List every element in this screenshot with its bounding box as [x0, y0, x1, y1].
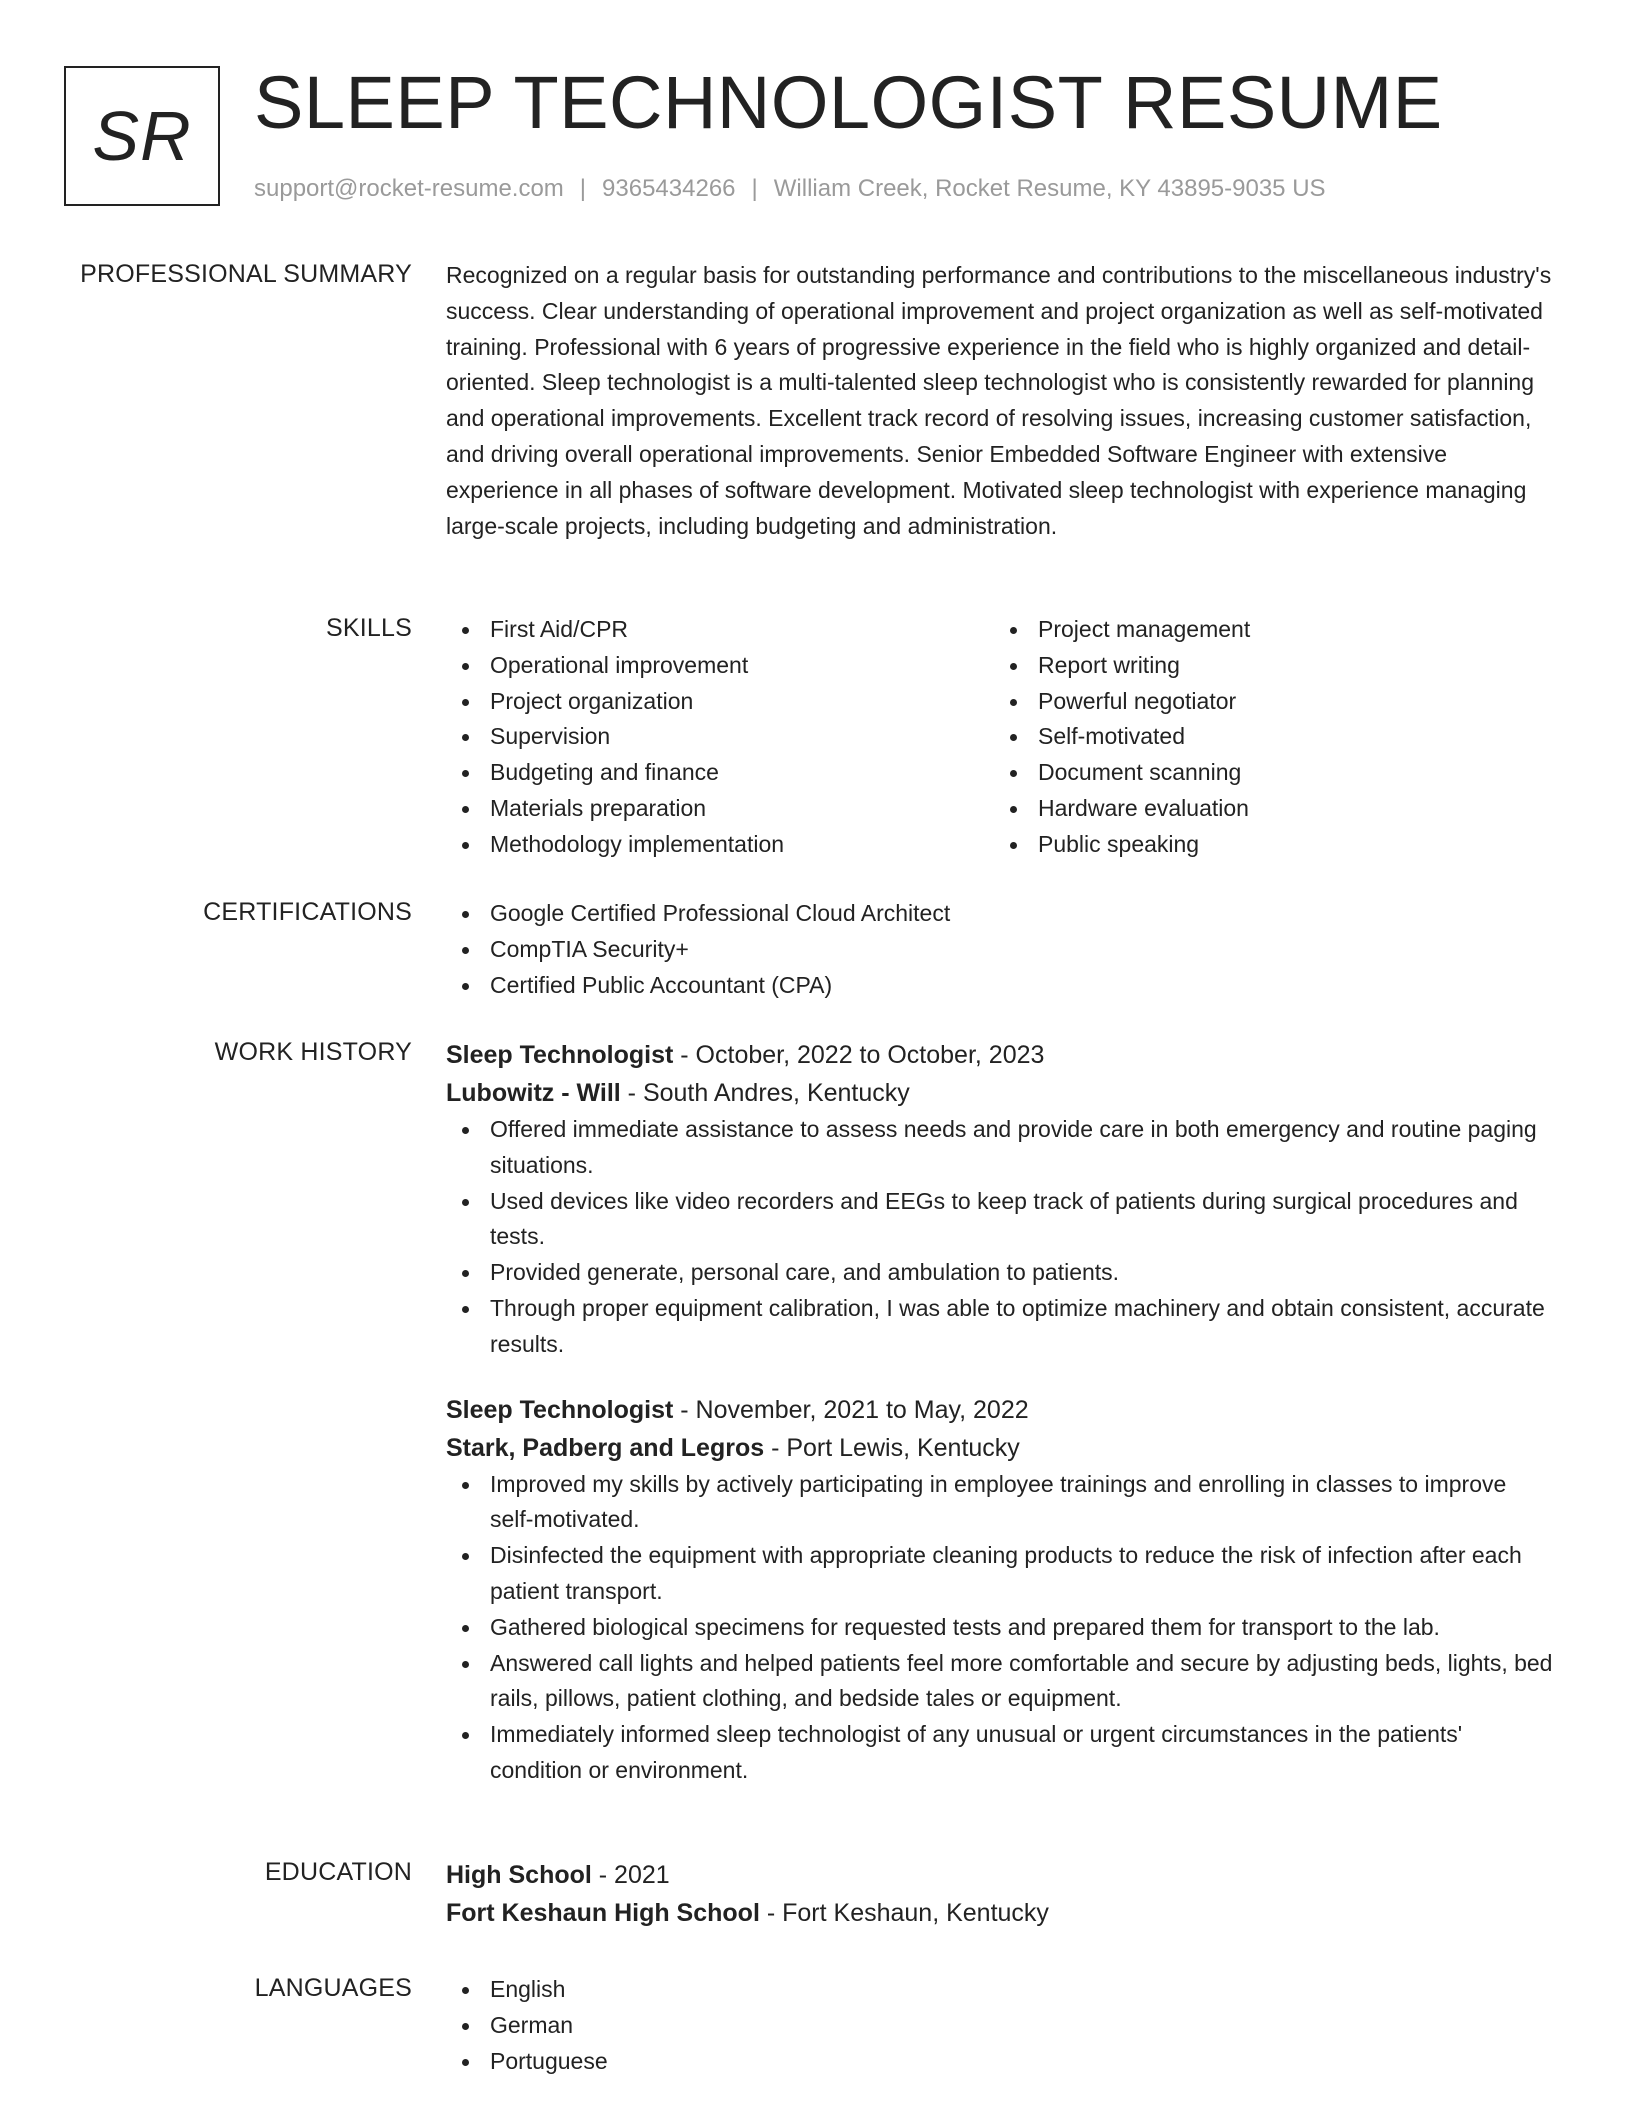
resume-title: SLEEP TECHNOLOGIST RESUME	[254, 61, 1443, 144]
skill-item: Self-motivated	[994, 719, 1542, 755]
certification-item: Certified Public Accountant (CPA)	[446, 968, 1556, 1004]
languages-list	[446, 1972, 1556, 2079]
certifications-body	[446, 896, 1556, 1003]
certification-item: CompTIA Security+	[446, 932, 1556, 968]
skill-item: Methodology implementation	[446, 827, 994, 863]
job-duty: Answered call lights and helped patients feel more comfortable and secure by adjusting beds, lights, bed rails, pillows, patient clothing, and bedside tales or equipment.	[446, 1646, 1556, 1718]
job-duties-list	[446, 1467, 1556, 1789]
contact-phone[interactable]: 9365434266	[602, 175, 736, 202]
job-location: - South Andres, Kentucky	[620, 1079, 910, 1107]
skill-item: Operational improvement	[446, 648, 994, 684]
section-label: WORK HISTORY	[214, 1038, 412, 1066]
education-year: - 2021	[591, 1861, 670, 1889]
job-duty: Improved my skills by actively participating in employee trainings and enrolling in classes to improve self-motivated.	[446, 1467, 1556, 1539]
education-degree: High School	[446, 1861, 592, 1889]
work-history-body	[446, 1036, 1556, 1789]
skill-item: Project organization	[446, 684, 994, 720]
job-duty: Provided generate, personal care, and ambulation to patients.	[446, 1255, 1556, 1291]
skill-item: Project management	[994, 612, 1542, 648]
job-company-line	[446, 1429, 1556, 1467]
job-company: Stark, Padberg and Legros	[446, 1433, 765, 1462]
job-company: Lubowitz - Will	[446, 1079, 621, 1107]
job-title-line	[446, 1036, 1556, 1074]
skill-item: Budgeting and finance	[446, 755, 994, 791]
section-label: PROFESSIONAL SUMMARY	[80, 260, 412, 288]
skill-item: Powerful negotiator	[994, 684, 1542, 720]
job-duty: Gathered biological specimens for requested tests and prepared them for transport to the lab.	[446, 1610, 1556, 1646]
contact-line	[254, 174, 1326, 204]
language-item: German	[446, 2008, 1556, 2044]
education-school: Fort Keshaun High School	[446, 1899, 760, 1927]
job-title: Sleep Technologist	[446, 1041, 674, 1069]
job-duty: Immediately informed sleep technologist of any unusual or urgent circumstances in the patients' condition or environment.	[446, 1717, 1556, 1789]
education-body	[446, 1856, 1556, 1932]
languages-body	[446, 1972, 1556, 2079]
skill-item: Materials preparation	[446, 791, 994, 827]
certifications-list	[446, 896, 1556, 1003]
job-duty: Used devices like video recorders and EEGs to keep track of patients during surgical procedures and tests.	[446, 1184, 1556, 1256]
skill-item: Document scanning	[994, 755, 1542, 791]
job-duty: Offered immediate assistance to assess needs and provide care in both emergency and routine paging situations.	[446, 1112, 1556, 1184]
contact-separator: |	[579, 175, 587, 202]
education-location: - Fort Keshaun, Kentucky	[759, 1899, 1049, 1927]
summary-body	[446, 258, 1556, 544]
certification-item: Google Certified Professional Cloud Architect	[446, 896, 1556, 932]
language-item: Portuguese	[446, 2044, 1556, 2080]
job-dates: - October, 2022 to October, 2023	[673, 1041, 1045, 1069]
section-label: LANGUAGES	[254, 1974, 412, 2002]
monogram-box	[64, 66, 220, 206]
skill-item: Public speaking	[994, 827, 1542, 863]
monogram-initials: SR	[92, 97, 192, 175]
skill-item: Report writing	[994, 648, 1542, 684]
job-dates: - November, 2021 to May, 2022	[673, 1395, 1029, 1424]
job-duties-list	[446, 1112, 1556, 1363]
job-title: Sleep Technologist	[446, 1395, 674, 1424]
section-label: EDUCATION	[264, 1858, 412, 1886]
section-label: SKILLS	[326, 614, 412, 642]
language-item: English	[446, 1972, 1556, 2008]
education-degree-line	[446, 1856, 1556, 1894]
contact-email[interactable]: support@rocket-resume.com	[254, 175, 564, 202]
job-duty: Disinfected the equipment with appropriate cleaning products to reduce the risk of infection after each patient transport.	[446, 1538, 1556, 1610]
contact-separator: |	[751, 175, 758, 202]
contact-address: William Creek, Rocket Resume, KY 43895-9035 US	[773, 175, 1326, 202]
education-school-line	[446, 1894, 1556, 1932]
job-title-line	[446, 1391, 1556, 1429]
skills-body	[446, 612, 1556, 863]
skill-item: First Aid/CPR	[446, 612, 994, 648]
job-company-line	[446, 1074, 1556, 1112]
skills-list-left	[446, 612, 994, 863]
job-location: - Port Lewis, Kentucky	[764, 1433, 1020, 1462]
skill-item: Supervision	[446, 719, 994, 755]
job-entry	[446, 1036, 1556, 1363]
section-label: CERTIFICATIONS	[203, 898, 412, 926]
job-entry	[446, 1391, 1556, 1789]
skill-item: Hardware evaluation	[994, 791, 1542, 827]
job-duty: Through proper equipment calibration, I was able to optimize machinery and obtain consistent, accurate results.	[446, 1291, 1556, 1363]
skills-list-right	[994, 612, 1542, 863]
summary-text: Recognized on a regular basis for outstanding performance and contributions to the miscellaneous industry's success. Clear understanding of operational improvement and project organization as well as self-motivated training. Professional with 6 years of progressive experience in the field who is highly organized and detail-oriented. Sleep technologist is a multi-talented sleep technologist who is consistently rewarded for planning and operational improvements. Excellent track record of resolving issues, increasing customer satisfaction, and driving overall operational improvements. Senior Embedded Software Engineer with extensive experience in all phases of software development. Motivated sleep technologist with experience managing large-scale projects, including budgeting and administration.	[446, 262, 1552, 539]
